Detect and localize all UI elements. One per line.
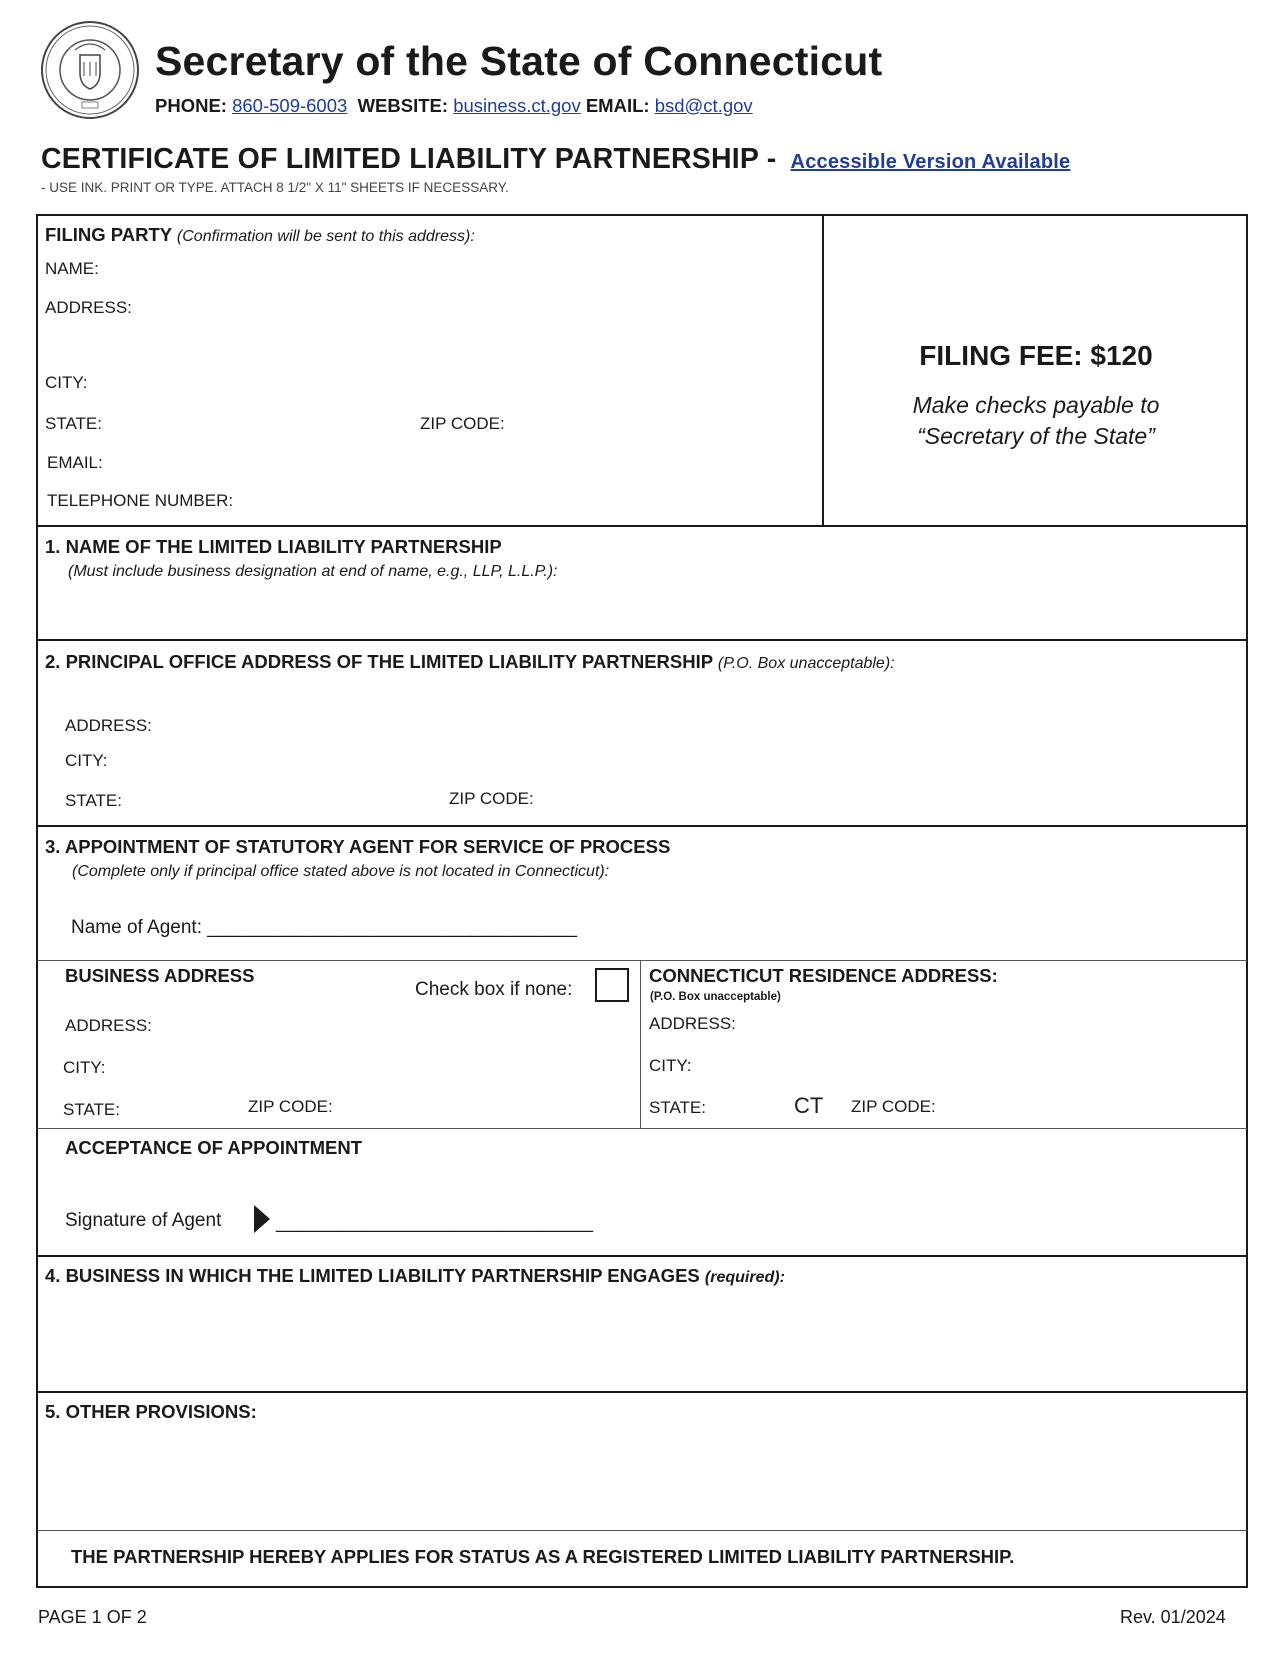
- section2-address-label: ADDRESS:: [65, 716, 152, 735]
- website-label: WEBSITE:: [357, 95, 449, 116]
- filing-zip-label: ZIP CODE:: [420, 414, 505, 433]
- filing-party-title: FILING PARTY: [45, 224, 172, 245]
- email-label: EMAIL:: [585, 95, 650, 116]
- section2-zip-label: ZIP CODE:: [449, 789, 534, 808]
- divider: [822, 215, 824, 526]
- page-title: Secretary of the State of Connecticut: [155, 38, 883, 84]
- divider: [37, 1530, 1247, 1531]
- filing-phone-label: TELEPHONE NUMBER:: [47, 491, 234, 510]
- filing-fee: FILING FEE: $120: [919, 340, 1153, 371]
- form-instructions: - USE INK. PRINT OR TYPE. ATTACH 8 1/2" X 11" SHEETS IF NECESSARY.: [41, 180, 509, 195]
- declaration: THE PARTNERSHIP HEREBY APPLIES FOR STATUS AS A REGISTERED LIMITED LIABILITY PARTNERSHIP.: [71, 1546, 1015, 1567]
- business-address-heading: BUSINESS ADDRESS: [65, 965, 255, 986]
- signature-field[interactable]: ______________________________: [276, 1212, 594, 1233]
- section5-heading: 5. OTHER PROVISIONS:: [45, 1401, 257, 1422]
- filing-party-note: (Confirmation will be sent to this address):: [176, 228, 475, 245]
- no-business-address-checkbox[interactable]: [595, 968, 629, 1002]
- agent-name-field[interactable]: Name of Agent: ___________________________________: [71, 917, 578, 938]
- section2-heading: [45, 651, 895, 673]
- section1-note: (Must include business designation at end of name, e.g., LLP, L.L.P.):: [68, 563, 558, 580]
- section4-heading: [45, 1265, 785, 1287]
- divider: [37, 825, 1247, 827]
- signature-label: Signature of Agent: [65, 1210, 222, 1231]
- section3-heading: 3. APPOINTMENT OF STATUTORY AGENT FOR SERVICE OF PROCESS: [45, 836, 671, 857]
- phone-label: PHONE:: [155, 95, 227, 116]
- filing-state-label: STATE:: [45, 414, 102, 433]
- residence-address-label: ADDRESS:: [649, 1014, 736, 1033]
- divider: [37, 639, 1247, 641]
- business-city-label: CITY:: [63, 1058, 106, 1077]
- revision-date: Rev. 01/2024: [1120, 1607, 1226, 1627]
- section1-heading: 1. NAME OF THE LIMITED LIABILITY PARTNERSHIP: [45, 536, 502, 557]
- divider: [37, 1128, 1247, 1129]
- section2-note: (P.O. Box unacceptable):: [717, 655, 895, 672]
- fee-note-line2: “Secretary of the State”: [917, 423, 1155, 449]
- residence-zip-label: ZIP CODE:: [851, 1097, 936, 1116]
- divider: [37, 525, 1247, 527]
- divider: [37, 1391, 1247, 1393]
- section2-title: 2. PRINCIPAL OFFICE ADDRESS OF THE LIMITED LIABILITY PARTNERSHIP: [45, 651, 713, 672]
- residence-state-value: CT: [794, 1093, 824, 1118]
- business-zip-label: ZIP CODE:: [248, 1097, 333, 1116]
- business-address-label: ADDRESS:: [65, 1016, 152, 1035]
- divider: [37, 1255, 1247, 1257]
- residence-note: (P.O. Box unacceptable): [650, 991, 781, 1003]
- section2-state-label: STATE:: [65, 791, 122, 810]
- divider: [640, 960, 641, 1128]
- email-link[interactable]: bsd@ct.gov: [654, 95, 753, 116]
- arrow-icon: [254, 1205, 270, 1233]
- filing-address-label: ADDRESS:: [45, 298, 132, 317]
- residence-state-label: STATE:: [649, 1098, 706, 1117]
- form-title-text: CERTIFICATE OF LIMITED LIABILITY PARTNERSHIP -: [41, 143, 777, 175]
- phone-link[interactable]: 860-509-6003: [232, 95, 348, 116]
- section4-note: (required):: [704, 1269, 785, 1286]
- filing-name-label: NAME:: [45, 259, 99, 278]
- section3-note: (Complete only if principal office stated above is not located in Connecticut):: [72, 863, 610, 880]
- fee-note-line1: Make checks payable to: [912, 392, 1160, 418]
- state-seal-icon: [40, 20, 140, 120]
- filing-party-heading: [45, 224, 475, 246]
- residence-address-heading: CONNECTICUT RESIDENCE ADDRESS:: [649, 965, 998, 986]
- website-link[interactable]: business.ct.gov: [453, 95, 581, 116]
- form-title: [41, 143, 1070, 176]
- section4-title: 4. BUSINESS IN WHICH THE LIMITED LIABILITY PARTNERSHIP ENGAGES: [45, 1265, 700, 1286]
- residence-city-label: CITY:: [649, 1056, 692, 1075]
- page-number: PAGE 1 OF 2: [38, 1607, 147, 1627]
- contact-line: [155, 95, 753, 117]
- divider: [37, 960, 1247, 961]
- accessible-version-link[interactable]: Accessible Version Available: [790, 151, 1071, 173]
- business-state-label: STATE:: [63, 1100, 120, 1119]
- section2-city-label: CITY:: [65, 751, 108, 770]
- acceptance-heading: ACCEPTANCE OF APPOINTMENT: [65, 1137, 363, 1158]
- filing-city-label: CITY:: [45, 373, 88, 392]
- check-box-label: Check box if none:: [415, 979, 573, 1000]
- filing-email-label: EMAIL:: [47, 453, 103, 472]
- form-frame: [36, 214, 1248, 1588]
